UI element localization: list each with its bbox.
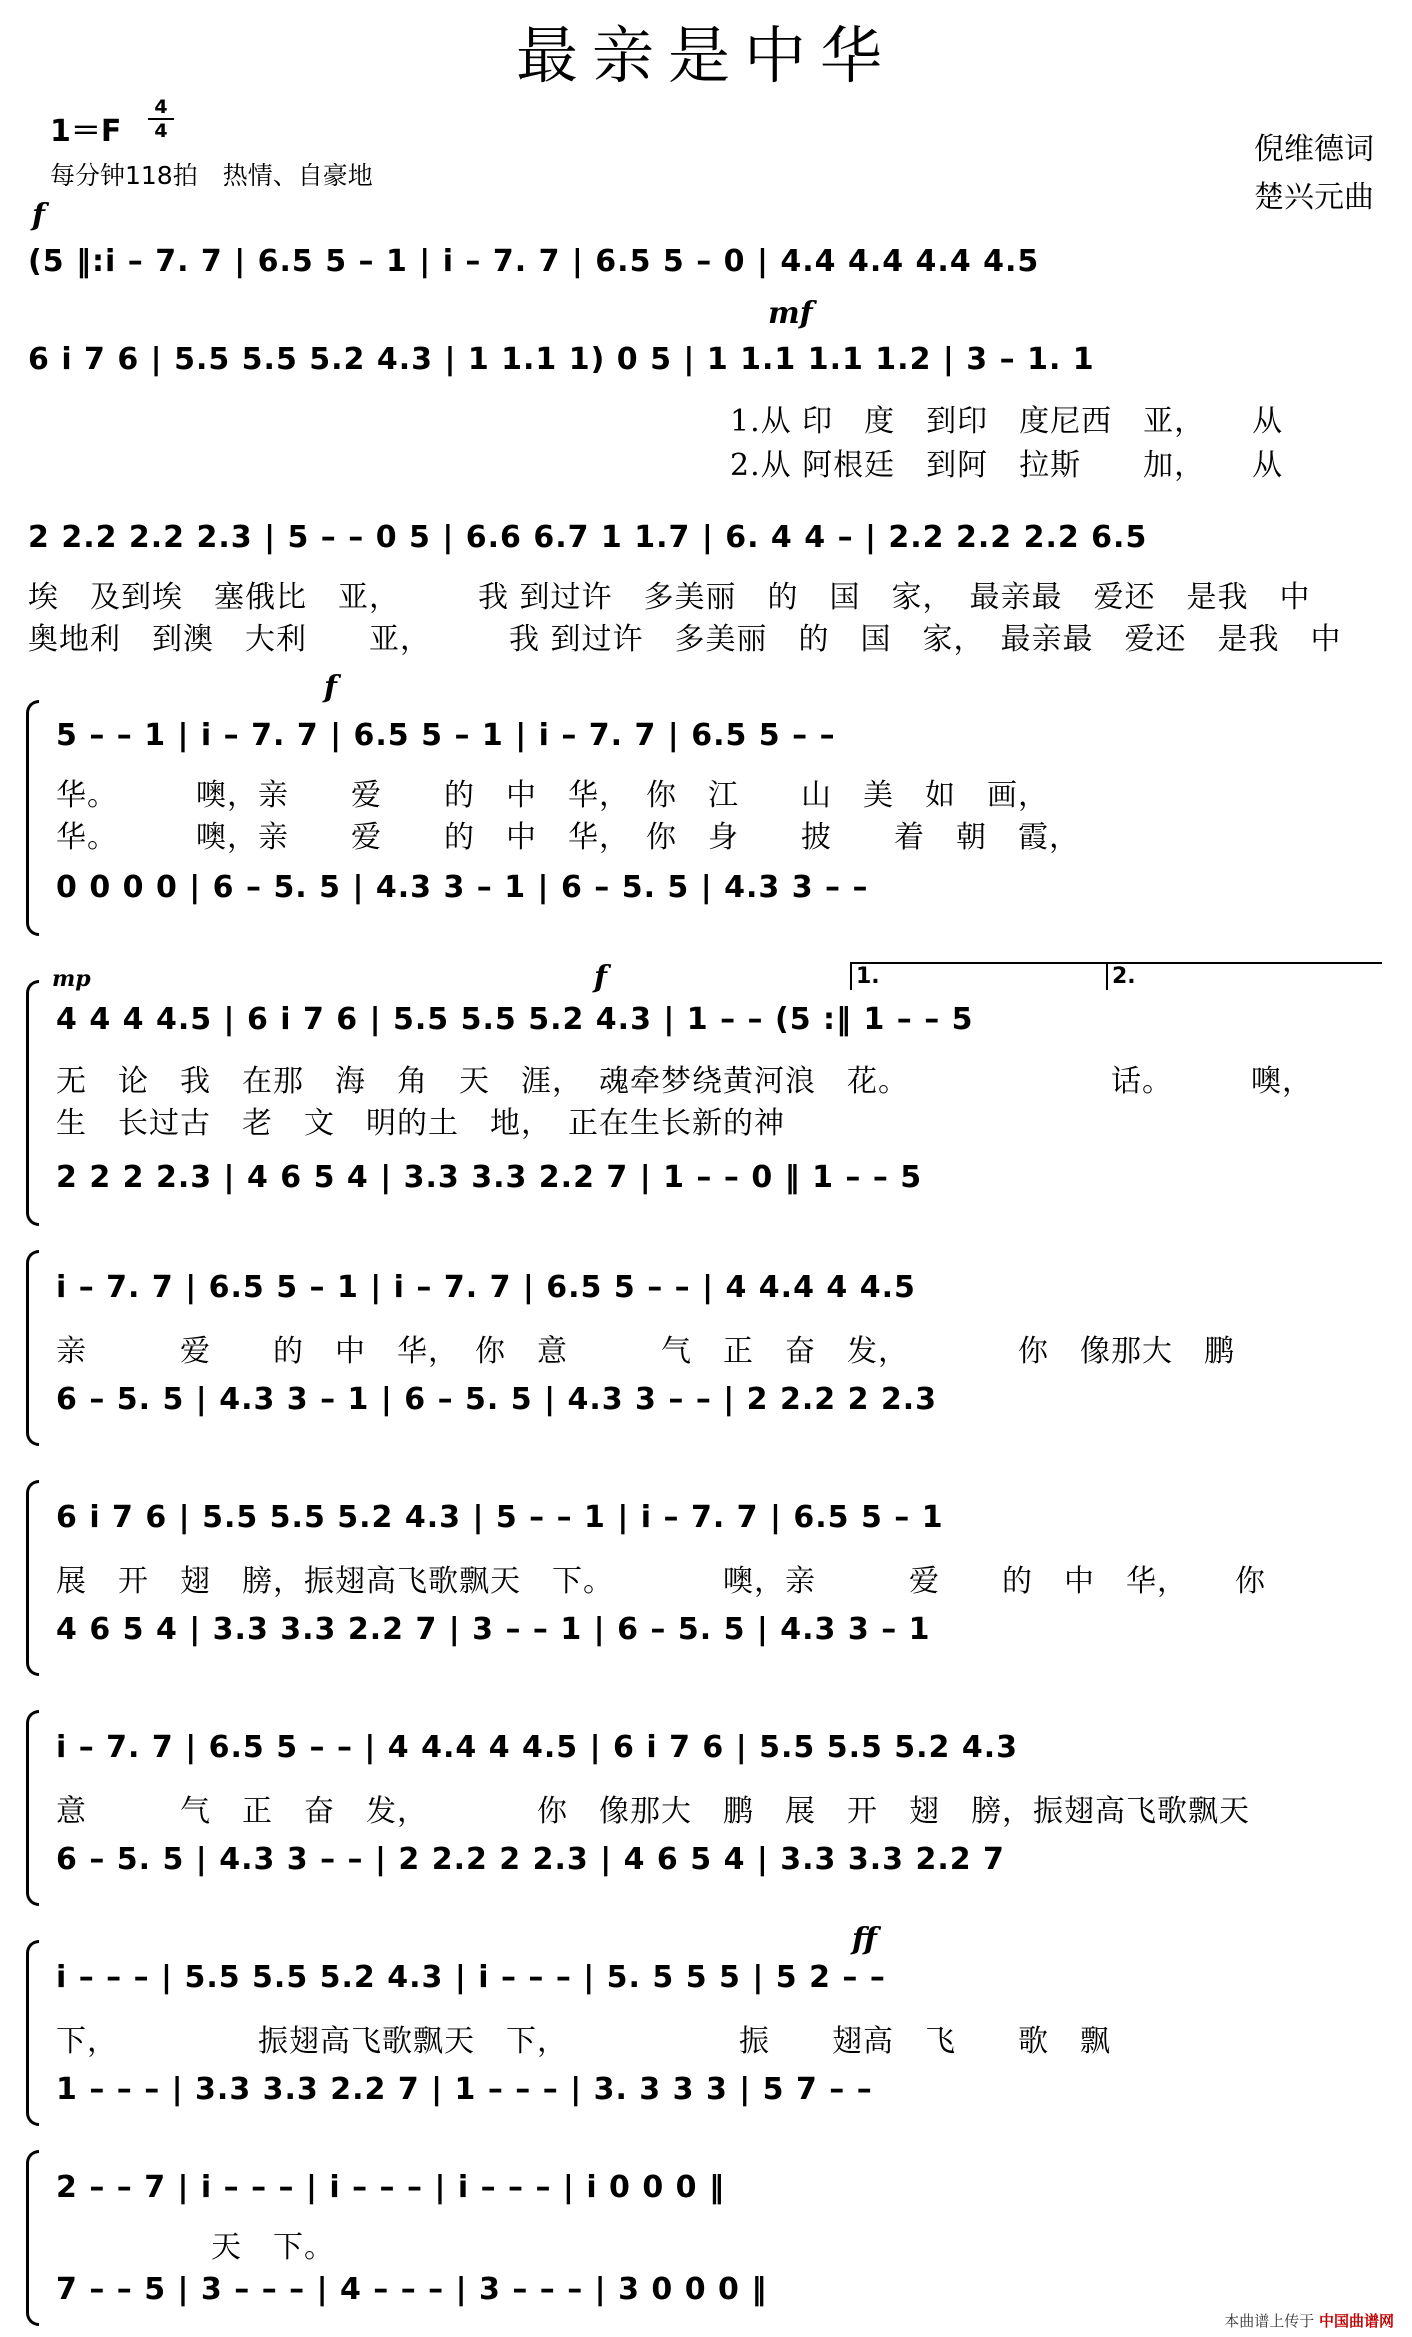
melody-notes: 6 i 7 6 | 5.5 5.5 5.2 4.3 | 5 – – 1 | i – 7. 7 | 6.5 5 – 1 (56, 1500, 944, 1535)
score-line-5 (0, 960, 1412, 1230)
melody-notes: i – 7. 7 | 6.5 5 – 1 | i – 7. 7 | 6.5 5 – – | 4 4.4 4 4.5 (56, 1270, 916, 1305)
dynamic-marking: f (594, 960, 607, 995)
lyric-verse-1: 华。 噢，亲 爱 的 中 华， 你 江 山 美 如 画， (56, 778, 1049, 813)
melody-notes: (5 ‖:i – 7. 7 | 6.5 5 – 1 | i – 7. 7 | 6.5 5 – 0 | 4.4 4.4 4.4 4.5 (28, 244, 1040, 279)
system-brace (26, 1710, 39, 1906)
time-signature (148, 98, 174, 140)
score-line-9 (0, 1922, 1412, 2130)
system-brace (26, 700, 39, 936)
melody-notes: 6 i 7 6 | 5.5 5.5 5.2 4.3 | 1 1.1 1) 0 5 | 1 1.1 1.1 1.2 | 3 – 1. 1 (28, 342, 1095, 377)
system-brace (26, 2150, 39, 2326)
upload-watermark (1224, 2310, 1394, 2331)
score-line-7 (0, 1470, 1412, 1680)
system-brace (26, 1940, 39, 2126)
harmony-notes: 7 – – 5 | 3 – – – | 4 – – – | 3 – – – | 3 0 0 0 ‖ (56, 2272, 768, 2307)
watermark-prefix: 本曲谱上传于 (1224, 2312, 1315, 2330)
dynamic-marking: f (32, 198, 45, 233)
tempo-marking: 每分钟118拍 热情、自豪地 (50, 161, 373, 190)
time-signature-top: 4 (154, 96, 168, 118)
system-brace (26, 1480, 39, 1676)
lyric-line: 展 开 翅 膀，振翅高飞歌飘天 下。 噢，亲 爱 的 中 华， 你 (56, 1564, 1266, 1599)
score-line-10 (0, 2140, 1412, 2320)
key-signature: 1＝F (50, 114, 122, 149)
melody-notes: i – – – | 5.5 5.5 5.2 4.3 | i – – – | 5. 5 5 5 | 5 2 – – (56, 1960, 886, 1995)
melody-notes: 2 – – 7 | i – – – | i – – – | i – – – | i 0 0 0 ‖ (56, 2170, 725, 2205)
harmony-notes: 1 – – – | 3.3 3.3 2.2 7 | 1 – – – | 3. 3 3 3 | 5 7 – – (56, 2072, 873, 2107)
score-line-6 (0, 1240, 1412, 1450)
harmony-notes: 6 – 5. 5 | 4.3 3 – 1 | 6 – 5. 5 | 4.3 3 – – | 2 2.2 2 2.3 (56, 1382, 938, 1417)
lyricist-credit: 倪维德词 (1254, 132, 1374, 167)
harmony-notes: 2 2 2 2.3 | 4 6 5 4 | 3.3 3.3 2.2 7 | 1 – – 0 ‖ 1 – – 5 (56, 1160, 923, 1195)
lyric-verse-2: 华。 噢，亲 爱 的 中 华， 你 身 披 着 朝 霞， (56, 820, 1080, 855)
melody-notes: i – 7. 7 | 6.5 5 – – | 4 4.4 4 4.5 | 6 i 7 6 | 5.5 5.5 5.2 4.3 (56, 1730, 1019, 1765)
lyric-line: 天 下。 (56, 2230, 335, 2265)
score-line-3 (0, 500, 1412, 657)
system-brace (26, 1250, 39, 1446)
harmony-notes: 4 6 5 4 | 3.3 3.3 2.2 7 | 3 – – 1 | 6 – 5. 5 | 4.3 3 – 1 (56, 1612, 931, 1647)
watermark-site: 中国曲谱网 (1318, 2312, 1394, 2330)
volta-second-ending: 2. (1106, 962, 1382, 990)
lyric-verse-2: 2.从 阿根廷 到阿 拉斯 加， 从 (730, 448, 1284, 483)
lyric-verse-2: 奥地利 到澳 大利 亚， 我 到过许 多美丽 的 国 家， 最亲最 爱还 是我 中 (28, 622, 1342, 657)
dynamic-marking: mf (768, 296, 813, 331)
score-line-4 (0, 670, 1412, 940)
dynamic-marking: ff (852, 1922, 877, 1957)
score-line-1 (0, 200, 1412, 300)
time-signature-bottom: 4 (154, 120, 168, 142)
melody-notes: 4 4 4 4.5 | 6 i 7 6 | 5.5 5.5 5.2 4.3 | 1 – – (5 :‖ 1 – – 5 (56, 1002, 974, 1037)
score-line-8 (0, 1700, 1412, 1910)
melody-notes: 2 2.2 2.2 2.3 | 5 – – 0 5 | 6.6 6.7 1 1.7 | 6. 4 4 – | 2.2 2.2 2.2 6.5 (28, 520, 1148, 555)
dynamic-marking: mp (52, 966, 91, 992)
volta-first-ending: 1. (850, 962, 1106, 990)
lyric-verse-1: 1.从 印 度 到印 度尼西 亚， 从 (730, 404, 1284, 439)
lyric-verse-1: 无 论 我 在那 海 角 天 涯， 魂牵梦绕黄河浪 花。 话。 噢， (56, 1064, 1313, 1099)
dynamic-marking: f (324, 670, 337, 705)
melody-notes: 5 – – 1 | i – 7. 7 | 6.5 5 – 1 | i – 7. 7 | 6.5 5 – – (56, 718, 836, 753)
system-brace (26, 980, 39, 1226)
composer-credit: 楚兴元曲 (1254, 180, 1374, 215)
lyric-line: 亲 爱 的 中 华， 你 意 气 正 奋 发， 你 像那大 鹏 (56, 1334, 1235, 1369)
score-line-2 (0, 296, 1412, 483)
lyric-verse-1: 埃 及到埃 塞俄比 亚， 我 到过许 多美丽 的 国 家， 最亲最 爱还 是我 中 (28, 580, 1311, 615)
harmony-notes: 0 0 0 0 | 6 – 5. 5 | 4.3 3 – 1 | 6 – 5. 5 | 4.3 3 – – (56, 870, 869, 905)
lyric-verse-2: 生 长过古 老 文 明的土 地， 正在生长新的神 (56, 1106, 785, 1141)
lyric-line: 意 气 正 奋 发， 你 像那大 鹏 展 开 翅 膀，振翅高飞歌飘天 (56, 1794, 1250, 1829)
song-title: 最亲是中华 (515, 19, 896, 92)
harmony-notes: 6 – 5. 5 | 4.3 3 – – | 2 2.2 2 2.3 | 4 6 5 4 | 3.3 3.3 2.2 7 (56, 1842, 1005, 1877)
lyric-line: 下， 振翅高飞歌飘天 下， 振 翅高 飞 歌 飘 (56, 2024, 1111, 2059)
